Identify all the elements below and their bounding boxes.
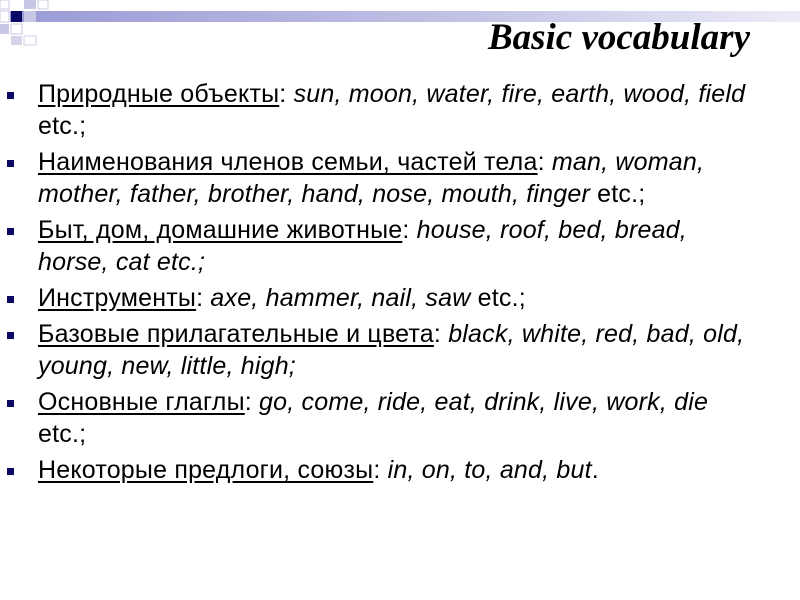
square-bullet-icon <box>7 92 14 99</box>
square-bullet-icon <box>7 160 14 167</box>
square-bullet-icon <box>7 468 14 475</box>
tail: etc.; <box>38 420 87 448</box>
examples: in, on, to, and, but <box>387 456 592 484</box>
square-bullet-icon <box>7 400 14 407</box>
category-label: Базовые прилагательные и цвета <box>38 320 434 348</box>
category-label: Инструменты <box>38 284 197 312</box>
list-item <box>0 318 800 382</box>
list-item <box>0 78 800 142</box>
list-item <box>0 214 800 278</box>
colon: : <box>373 456 388 484</box>
examples: house, roof, bed, bread, horse, cat etc.; <box>38 216 687 276</box>
list-item <box>0 386 800 450</box>
colon: : <box>433 320 449 348</box>
tail: . <box>591 456 599 484</box>
examples: man, woman, mother, father, brother, hand, nose, mouth, finger <box>38 148 705 208</box>
colon: : <box>402 216 417 244</box>
category-label: Природные объекты <box>38 80 280 108</box>
vocabulary-list <box>0 78 800 490</box>
tail: etc.; <box>590 180 646 208</box>
examples: black, white, red, bad, old, young, new, little, high; <box>38 320 745 380</box>
colon: : <box>279 80 294 108</box>
tail: etc.; <box>38 112 87 140</box>
category-label: Наименования членов семьи, частей тела <box>38 148 538 176</box>
square-bullet-icon <box>7 296 14 303</box>
category-label: Быт, дом, домашние животные <box>38 216 403 244</box>
list-item <box>0 282 800 314</box>
category-label: Основные глаглы <box>38 388 245 416</box>
list-item <box>0 454 800 486</box>
colon: : <box>537 148 552 176</box>
examples: sun, moon, water, fire, earth, wood, field <box>293 80 746 108</box>
examples: axe, hammer, nail, saw <box>210 284 471 312</box>
colon: : <box>244 388 260 416</box>
category-label: Некоторые предлоги, союзы <box>38 456 374 484</box>
examples: go, come, ride, eat, drink, live, work, die <box>259 388 709 416</box>
slide-title: Basic vocabulary <box>487 17 750 58</box>
square-bullet-icon <box>7 332 14 339</box>
list-item <box>0 146 800 210</box>
colon: : <box>196 284 211 312</box>
tail: etc.; <box>470 284 526 312</box>
square-bullet-icon <box>7 228 14 235</box>
